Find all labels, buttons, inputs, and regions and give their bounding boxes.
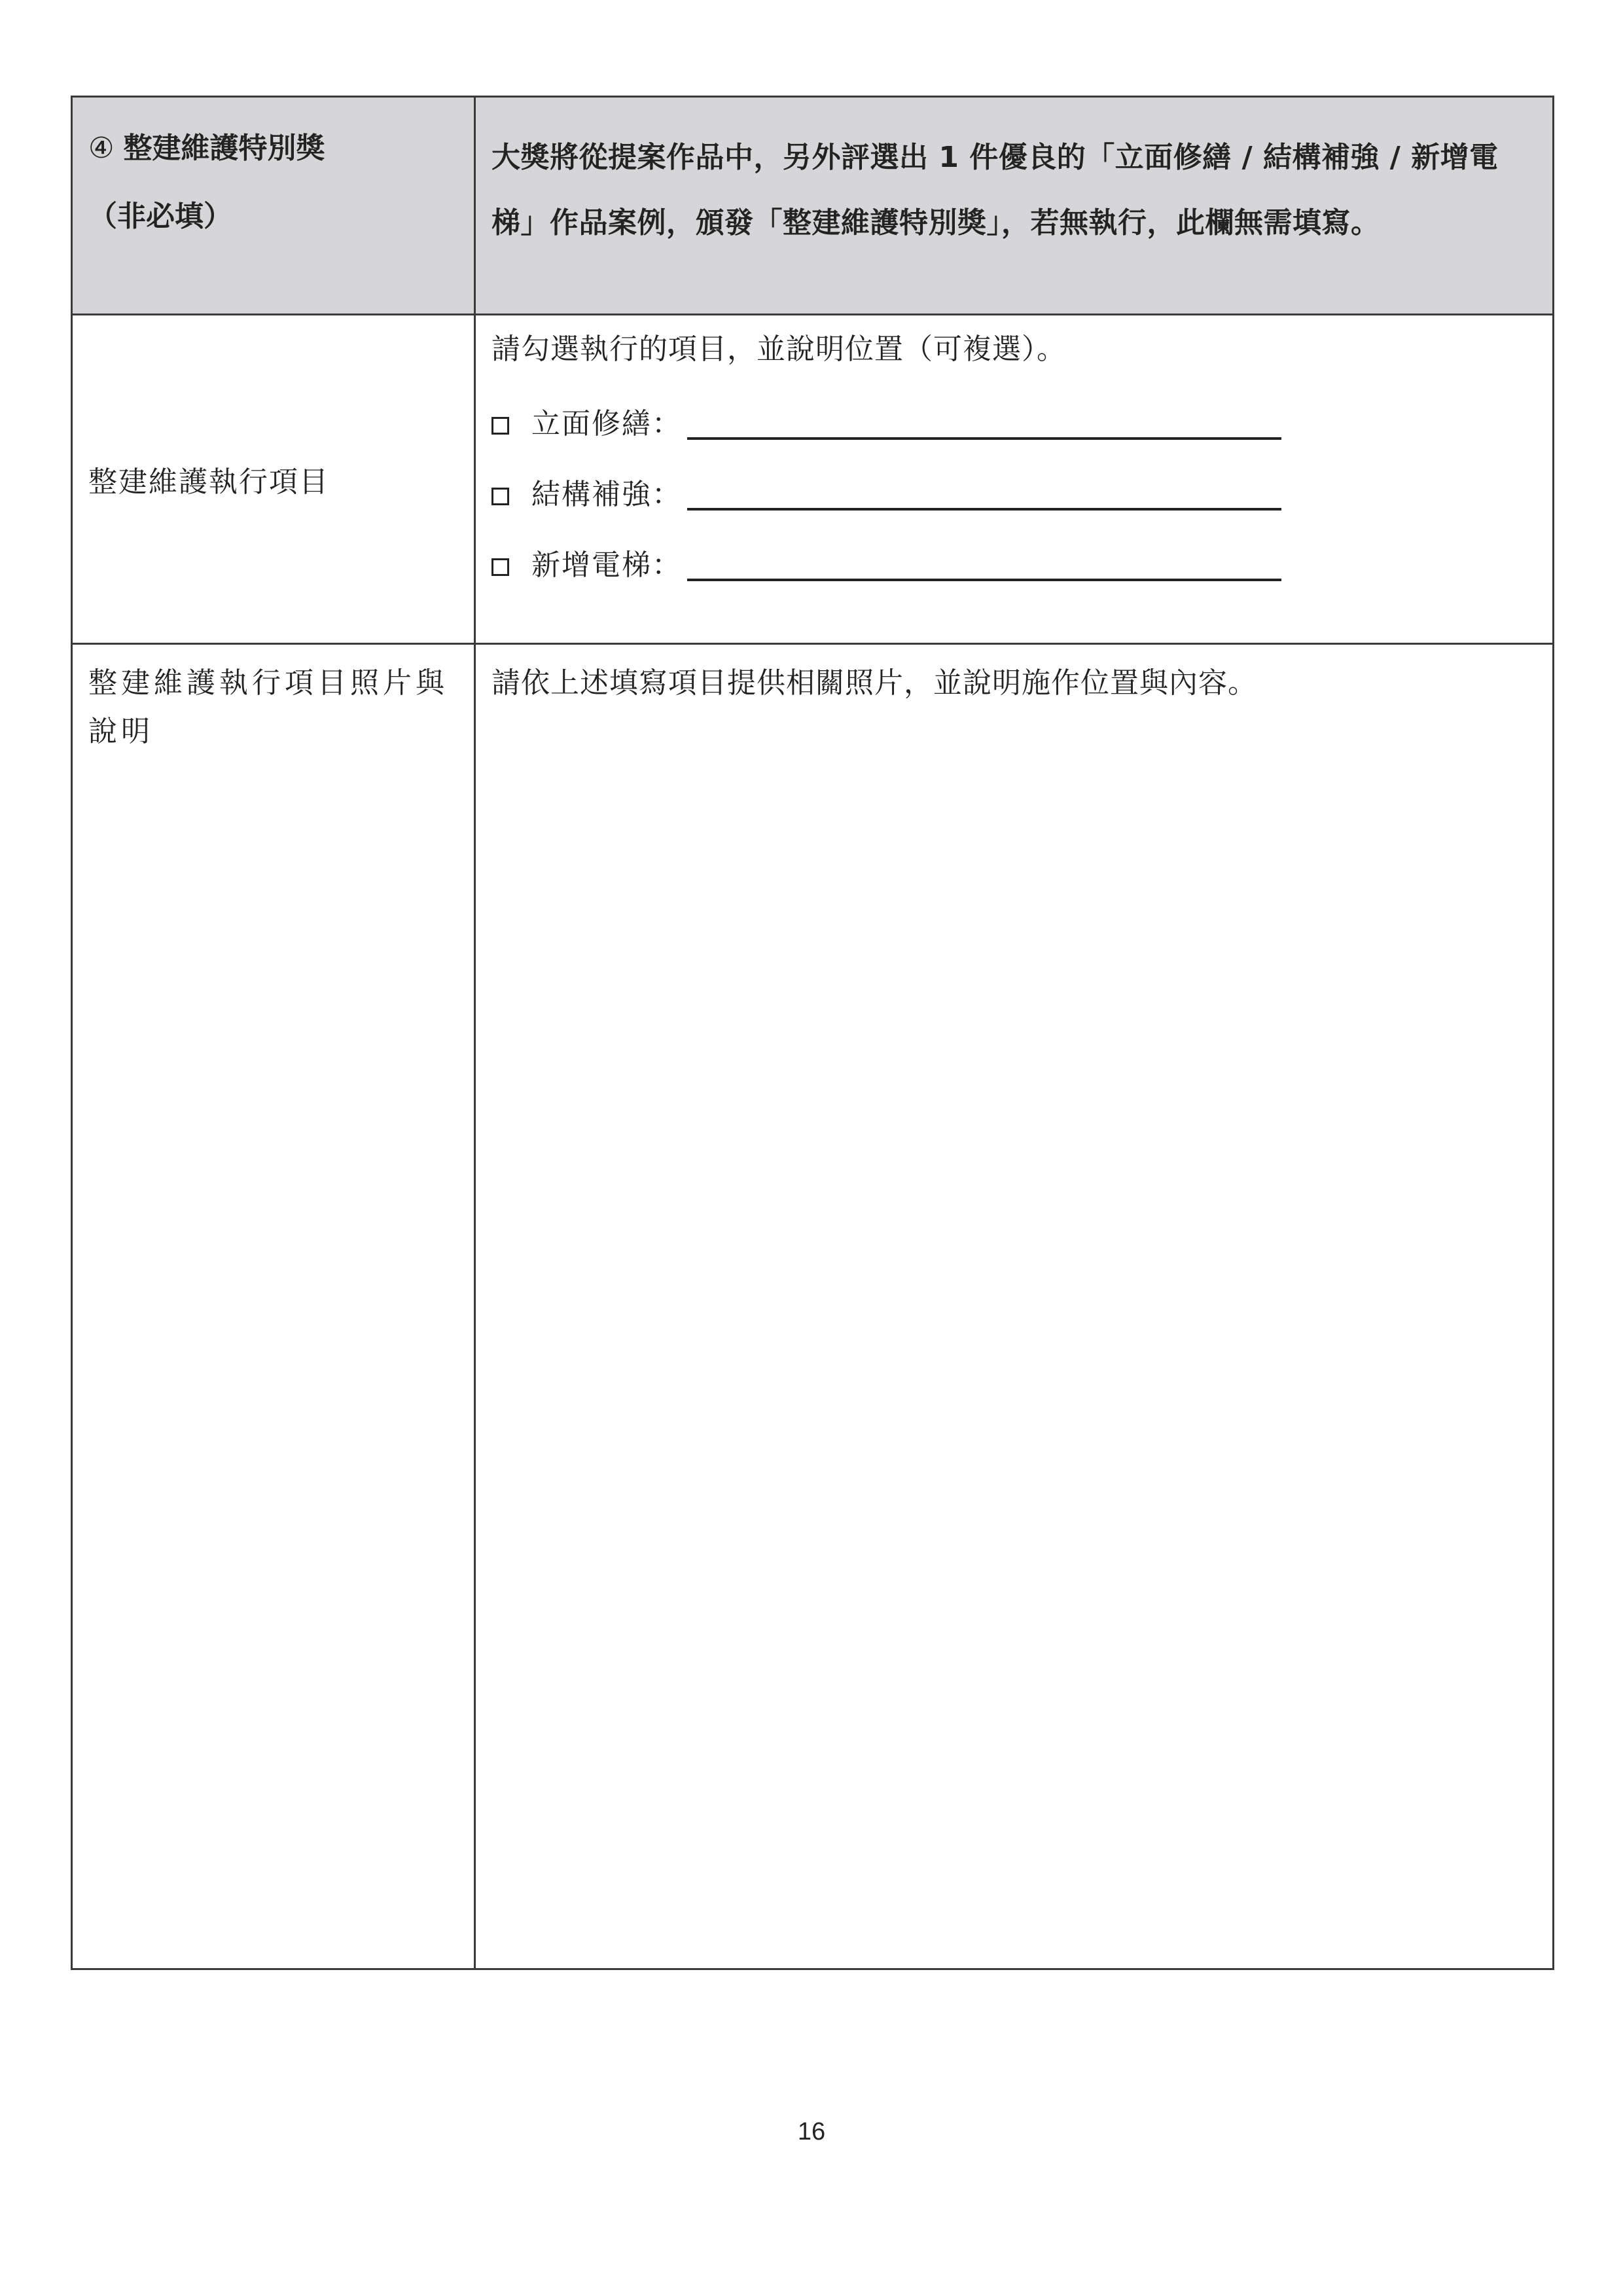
award-description-line-1: 大獎將從提案作品中，另外評選出 1 件優良的「立面修繕 / 結構補強 / 新增電: [491, 141, 1499, 174]
photos-content-cell[interactable]: [475, 644, 1554, 1969]
header-row: [72, 97, 1554, 315]
optional-note: （非必填）: [88, 200, 232, 233]
award-title: 整建維護特別獎: [123, 132, 325, 165]
page-number: 16: [797, 2118, 826, 2145]
facade-repair-checkbox[interactable]: [491, 417, 509, 435]
header-label-cell: [72, 97, 475, 315]
photos-row: [72, 644, 1554, 1969]
special-award-form-table: [71, 96, 1554, 1970]
structural-reinforcement-checkbox[interactable]: [491, 488, 509, 505]
new-elevator-checkbox[interactable]: [491, 558, 509, 576]
structural-reinforcement-label: 結構補強：: [531, 478, 682, 511]
photos-label: 整建維護執行項目照片與說明: [72, 644, 475, 1969]
execution-items-row: [72, 315, 1554, 644]
award-description-line-2: 梯」作品案例，頒發「整建維護特別獎」，若無執行，此欄無需填寫。: [491, 206, 1380, 240]
execution-items-cell: [475, 315, 1554, 644]
structural-reinforcement-fill-line[interactable]: [687, 507, 1281, 511]
option-facade-repair: [491, 404, 1537, 444]
photos-instruction: 請依上述填寫項目提供相關照片，並說明施作位置與內容。: [491, 666, 1257, 700]
new-elevator-fill-line[interactable]: [687, 578, 1281, 581]
execution-items-instruction: 請勾選執行的項目，並說明位置（可複選）。: [491, 332, 1066, 366]
option-new-elevator: [491, 546, 1537, 585]
new-elevator-label: 新增電梯：: [531, 548, 682, 582]
facade-repair-label: 立面修繕：: [531, 407, 682, 440]
header-description-cell: [475, 97, 1554, 315]
execution-items-label: 整建維護執行項目: [72, 315, 475, 644]
circled-number-marker: ④: [88, 132, 115, 165]
facade-repair-fill-line[interactable]: [687, 437, 1281, 440]
option-structural-reinforcement: [491, 475, 1537, 514]
